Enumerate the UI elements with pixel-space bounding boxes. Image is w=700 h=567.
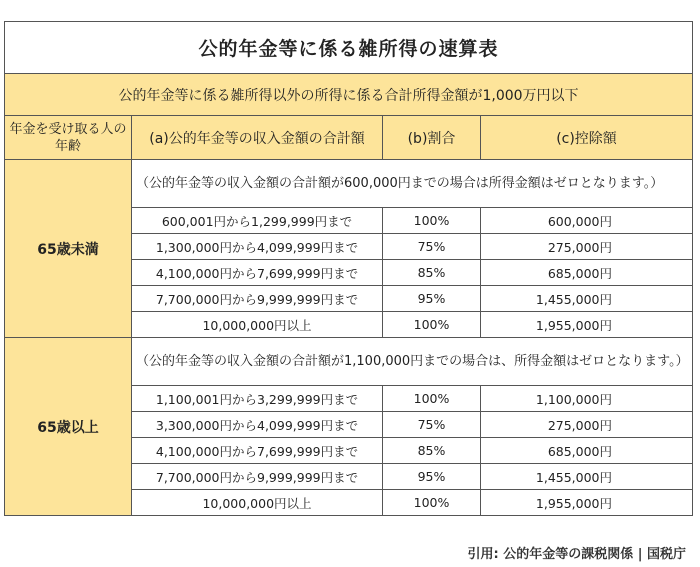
rate-value: 100% xyxy=(383,208,481,234)
deduction-value: 1,955,000円 xyxy=(481,490,693,516)
deduction-value: 1,455,000円 xyxy=(481,464,693,490)
rate-value: 100% xyxy=(383,312,481,338)
amount-range: 7,700,000円から9,999,999円まで xyxy=(132,464,383,490)
deduction-value: 275,000円 xyxy=(481,412,693,438)
amount-range: 7,700,000円から9,999,999円まで xyxy=(132,286,383,312)
tax-rate-table xyxy=(4,21,693,516)
group-note: （公的年金等の収入金額の合計額が1,100,000円までの場合は、所得金額はゼロとなります。） xyxy=(132,338,693,386)
age-group-under-65: 65歳未満 xyxy=(5,160,132,338)
age-group-65-and-over: 65歳以上 xyxy=(5,338,132,516)
deduction-value: 1,955,000円 xyxy=(481,312,693,338)
header-rate: (b)割合 xyxy=(383,116,481,160)
amount-range: 4,100,000円から7,699,999円まで xyxy=(132,260,383,286)
header-age: 年金を受け取る人の年齢 xyxy=(5,116,132,160)
deduction-value: 685,000円 xyxy=(481,438,693,464)
rate-value: 85% xyxy=(383,438,481,464)
amount-range: 1,300,000円から4,099,999円まで xyxy=(132,234,383,260)
rate-value: 95% xyxy=(383,286,481,312)
deduction-value: 600,000円 xyxy=(481,208,693,234)
tax-table-container xyxy=(4,21,692,516)
rate-value: 75% xyxy=(383,234,481,260)
rate-value: 100% xyxy=(383,386,481,412)
rate-value: 100% xyxy=(383,490,481,516)
deduction-value: 685,000円 xyxy=(481,260,693,286)
table-subtitle: 公的年金等に係る雑所得以外の所得に係る合計所得金額が1,000万円以下 xyxy=(5,74,693,116)
rate-value: 75% xyxy=(383,412,481,438)
rate-value: 85% xyxy=(383,260,481,286)
deduction-value: 275,000円 xyxy=(481,234,693,260)
amount-range: 3,300,000円から4,099,999円まで xyxy=(132,412,383,438)
rate-value: 95% xyxy=(383,464,481,490)
table-title: 公的年金等に係る雑所得の速算表 xyxy=(5,22,693,74)
deduction-value: 1,100,000円 xyxy=(481,386,693,412)
amount-range: 600,001円から1,299,999円まで xyxy=(132,208,383,234)
header-deduction: (c)控除額 xyxy=(481,116,693,160)
amount-range: 10,000,000円以上 xyxy=(132,490,383,516)
amount-range: 10,000,000円以上 xyxy=(132,312,383,338)
source-citation: 引用: 公的年金等の課税関係 | 国税庁 xyxy=(467,547,686,562)
group-note: （公的年金等の収入金額の合計額が600,000円までの場合は所得金額はゼロとなります。） xyxy=(132,160,693,208)
header-amount: (a)公的年金等の収入金額の合計額 xyxy=(132,116,383,160)
amount-range: 4,100,000円から7,699,999円まで xyxy=(132,438,383,464)
deduction-value: 1,455,000円 xyxy=(481,286,693,312)
amount-range: 1,100,001円から3,299,999円まで xyxy=(132,386,383,412)
